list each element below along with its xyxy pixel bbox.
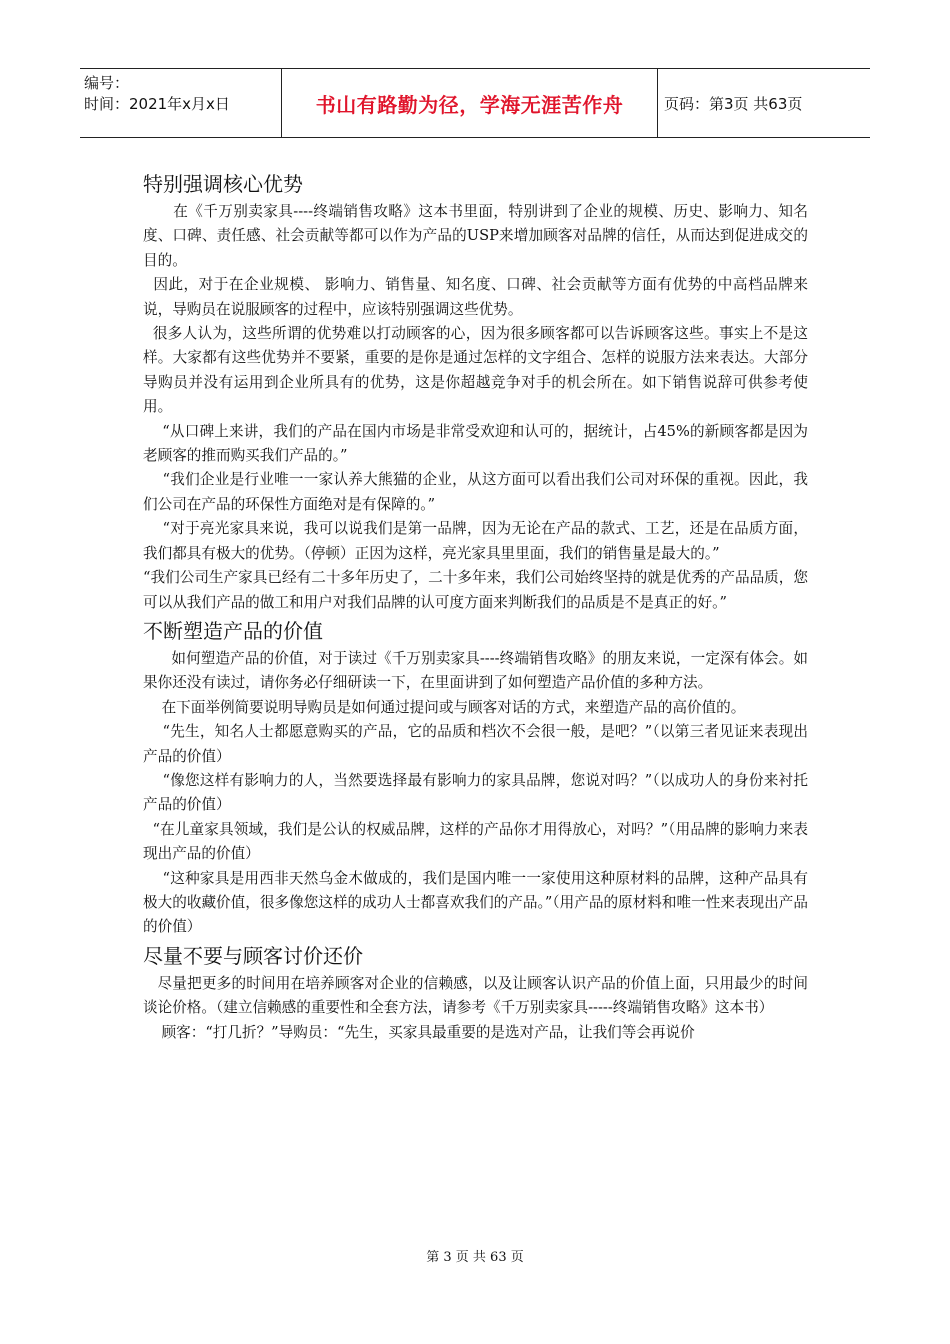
section-heading: 特别强调核心优势 — [143, 172, 303, 196]
header-motto-cell — [282, 69, 658, 137]
paragraph: “我们公司生产家具已经有二十多年历史了，二十多年来，我们公司始终坚持的就是优秀的产品品质，您可以从我们产品的做工和用户对我们品牌的认可度方面来判断我们的品质是不是真正的好。” — [143, 569, 808, 611]
document-time-label: 时间：2021年x月x日 — [84, 95, 230, 113]
header-page-info-cell — [658, 69, 870, 137]
paragraph: 尽量把更多的时间用在培养顾客对企业的信赖感，以及让顾客认识产品的价值上面，只用最少的时间谈论价格。（建立信赖感的重要性和全套方法，请参考《千万别卖家具-----终端销售攻略》这本书） — [143, 974, 808, 1017]
page-footer: 第 3 页 共 63 页 — [426, 1250, 524, 1265]
section-heading: 尽量不要与顾客讨价还价 — [143, 943, 363, 968]
section-heading: 不断塑造产品的价值 — [143, 618, 323, 643]
header-motto: 书山有路勤为径，学海无涯苦作舟 — [315, 92, 624, 117]
header-page-info: 页码：第3页 共63页 — [664, 94, 803, 113]
paragraph: “在儿童家具领域，我们是公认的权威品牌，这样的产品你才用得放心，对吗？”（用品牌的影响力来表现出产品的价值） — [143, 820, 808, 863]
header-meta — [80, 69, 282, 137]
paragraph: 因此，对于在企业规模、 影响力、销售量、知名度、口碑、社会贡献等方面有优势的中高档品牌来说，导购员在说服顾客的过程中，应该特别强调这些优势。 — [143, 276, 808, 318]
paragraph: “这种家具是用西非天然乌金木做成的，我们是国内唯一一家使用这种原材料的品牌，这种产品具有极大的收藏价值，很多像您这样的成功人士都喜欢我们的产品。”（用产品的原材料和唯一性来表现出产品的价值） — [143, 869, 808, 936]
paragraph: 很多人认为，这些所谓的优势难以打动顾客的心，因为很多顾客都可以告诉顾客这些。事实上不是这样。大家都有这些优势并不要紧，重要的是你是通过怎样的文字组合、怎样的说服方法来表达。大部分导购员并没有运用到企业所具有的优势，这是你超越竞争对手的机会所在。如下销售说辞可供参考使用。 — [143, 325, 808, 416]
paragraph: 如何塑造产品的价值，对于读过《千万别卖家具----终端销售攻略》的朋友来说，一定深有体会。如果你还没有读过，请你务必仔细研读一下，在里面讲到了如何塑造产品价值的多种方法。 — [143, 649, 808, 692]
document-number-label: 编号： — [84, 74, 130, 92]
page-header — [80, 68, 870, 138]
paragraph: “我们企业是行业唯一一家认养大熊猫的企业，从这方面可以看出我们公司对环保的重视。因此，我们公司在产品的环保性方面绝对是有保障的。” — [143, 471, 808, 513]
paragraph: 在下面举例简要说明导购员是如何通过提问或与顾客对话的方式，来塑造产品的高价值的。 — [143, 698, 746, 716]
paragraph: “从口碑上来讲，我们的产品在国内市场是非常受欢迎和认可的，据统计，占45%的新顾客都是因为老顾客的推而购买我们产品的。” — [143, 422, 809, 465]
paragraph: “对于亮光家具来说，我可以说我们是第一品牌，因为无论在产品的款式、工艺，还是在品质方面，我们都具有极大的优势。（停顿）正因为这样，亮光家具里里面，我们的销售量是最大的。” — [143, 520, 808, 562]
paragraph: 在《千万别卖家具----终端销售攻略》这本书里面，特别讲到了企业的规模、历史、影响力、知名度、口碑、责任感、社会贡献等都可以作为产品的USP来增加顾客对品牌的信任，从而达到促进成交的目的。 — [143, 203, 808, 269]
paragraph: “先生，知名人士都愿意购买的产品，它的品质和档次不会很一般，是吧？”（以第三者见证来表现出产品的价值） — [143, 723, 808, 765]
document-body — [143, 168, 808, 1045]
paragraph: 顾客：“打几折？”导购员：“先生，买家具最重要的是选对产品，让我们等会再说价 — [143, 1023, 695, 1041]
paragraph: “像您这样有影响力的人，当然要选择最有影响力的家具品牌，您说对吗？”（以成功人的身份来衬托产品的价值） — [143, 771, 808, 814]
